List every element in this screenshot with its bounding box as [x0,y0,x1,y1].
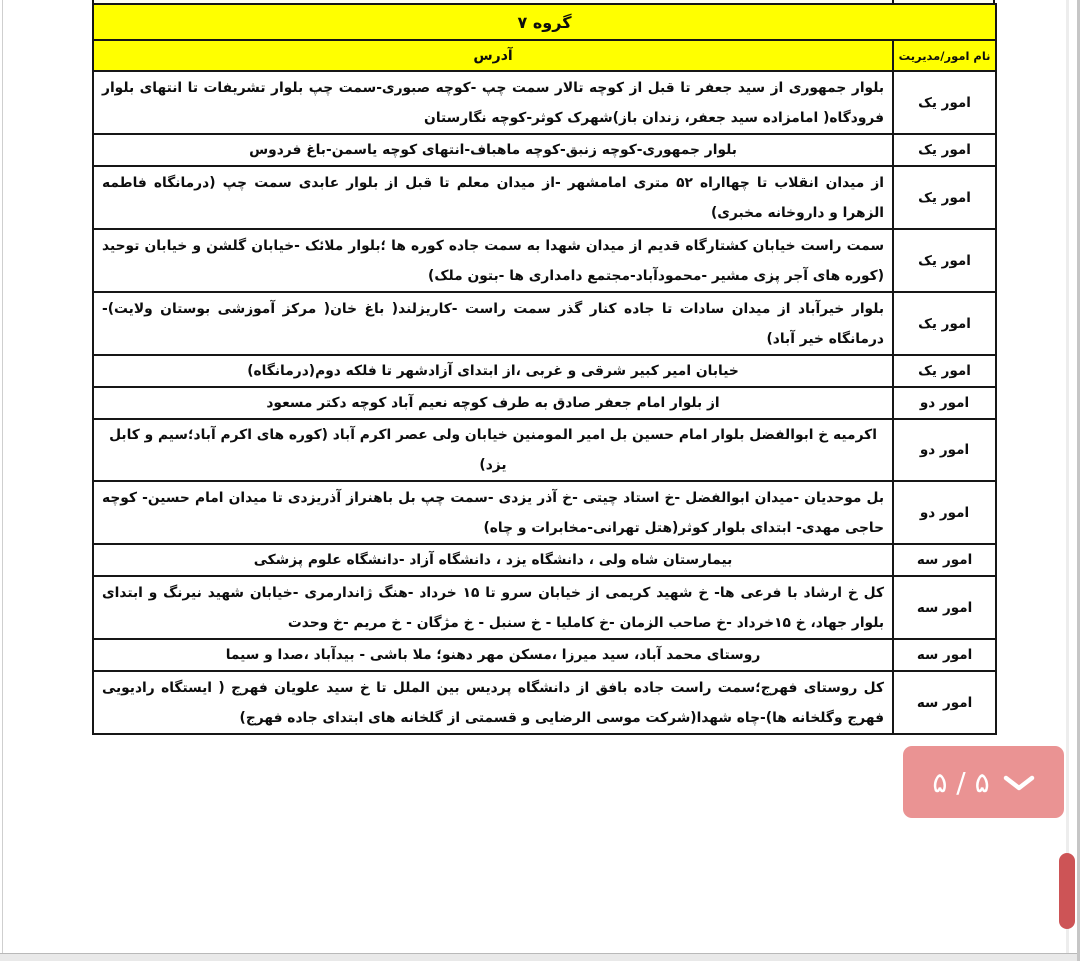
table-row [93,387,996,419]
page-indicator-label: ۵ / ۵ [932,765,990,799]
address-cell: بل موحدیان -میدان ابوالفضل -خ استاد چیتی -خ آذر یزدی -سمت چپ بل باهنراز آذریزدی تا میدان امام حسین- کوچه حاجی مهدی- ابتدای بلوار کوثر(هتل تهرانی-مخابرات و چاه) [93,481,893,544]
management-cell: امور دو [893,481,996,544]
management-cell: امور یک [893,71,996,134]
management-cell: امور یک [893,166,996,229]
table-row [93,166,996,229]
table-row [93,481,996,544]
scrollbar-thumb[interactable] [1059,853,1075,929]
address-cell: اکرمیه خ ابوالفضل بلوار امام حسین بل امیر المومنین خیابان ولی عصر اکرم آباد (کوره های اکرم آباد؛سیم و کابل یزد) [93,419,893,481]
group-table [92,3,997,735]
column-header-row [93,40,996,71]
col-header-management: نام امور/مدیریت [893,40,996,71]
address-cell: از بلوار امام جعفر صادق به طرف کوچه نعیم آباد کوچه دکتر مسعود [93,387,893,419]
group-header-row [93,4,996,40]
management-cell: امور سه [893,639,996,671]
address-cell: کل روستای فهرج؛سمت راست جاده بافق از دانشگاه پردیس بین الملل تا خ سید علویان فهرج ( ایستگاه رادیویی فهرج وگلخانه ها)-چاه شهدا(شرکت موسی الرضایی و قسمتی از گلخانه های ابتدای جاده فهرج) [93,671,893,734]
address-cell: روستای محمد آباد، سید میرزا ،مسکن مهر دهنو؛ ملا باشی - بیدآباد ،صدا و سیما [93,639,893,671]
table-row [93,292,996,355]
group-title: گروه ۷ [93,4,996,40]
address-cell: کل خ ارشاد با فرعی ها- خ شهید کریمی از خیابان سرو تا ۱۵ خرداد -هنگ ژاندارمری -خیابان شهید نیرنگ و ابتدای بلوار جهاد، خ ۱۵خرداد -خ صاحب الزمان -خ کاملیا - خ سنبل - خ مژگان - خ مریم -خ وحدت [93,576,893,639]
management-cell: امور سه [893,544,996,576]
page-indicator-badge[interactable] [903,746,1064,818]
address-cell: سمت راست خیابان کشتارگاه قدیم از میدان شهدا به سمت جاده کوره ها ؛بلوار ملائک -خیابان گلشن و خیابان توحید (کوره های آجر پزی مشیر -محمودآباد-مجتمع دامداری ها -بتون ملک) [93,229,893,292]
table-row [93,639,996,671]
management-cell: امور یک [893,229,996,292]
management-cell: امور دو [893,419,996,481]
address-cell: بلوار جمهوری-کوچه زنبق-کوچه ماهباف-انتهای کوچه یاسمن-باغ فردوس [93,134,893,166]
management-cell: امور سه [893,576,996,639]
address-cell: بلوار خیرآباد از میدان سادات تا جاده کنار گذر سمت راست -کاریزلند( باغ خان( مرکز آموزشی بوستان ولایت)-درمانگاه خیر آباد) [93,292,893,355]
chevron-down-icon [1003,766,1035,799]
table-row [93,671,996,734]
table-row [93,71,996,134]
address-cell: بلوار جمهوری از سید جعفر تا قبل از کوچه تالار سمت چپ -کوچه صبوری-سمت چپ بلوار تشریفات تا انتهای بلوار فرودگاه( امامزاده سید جعفر، زندان باز)شهرک کوثر-کوچه نگارستان [93,71,893,134]
table-row [93,134,996,166]
cutoff-column-divider [892,0,894,3]
outside-page-area [0,954,1080,961]
scrollbar-track[interactable] [1066,0,1069,953]
page-left-border [2,0,3,953]
address-cell: بیمارستان شاه ولی ، دانشگاه یزد ، دانشگاه آزاد -دانشگاه علوم پزشکی [93,544,893,576]
table-row [93,419,996,481]
address-cell: از میدان انقلاب تا چهااراه ۵۲ متری امامشهر -از میدان معلم تا قبل از بلوار عابدی سمت چپ (درمانگاه فاطمه الزهرا و داروخانه مخبری) [93,166,893,229]
management-cell: امور دو [893,387,996,419]
col-header-address: آدرس [93,40,893,71]
management-cell: امور یک [893,134,996,166]
management-cell: امور سه [893,671,996,734]
table-row [93,544,996,576]
management-cell: امور یک [893,355,996,387]
table-row [93,576,996,639]
cutoff-row-remnant [92,0,995,3]
outage-table-wrap [92,0,995,735]
management-cell: امور یک [893,292,996,355]
table-body [93,71,996,734]
table-row [93,355,996,387]
table-row [93,229,996,292]
address-cell: خیابان امیر کبیر شرقی و غربی ،از ابتدای آزادشهر تا فلکه دوم(درمانگاه) [93,355,893,387]
